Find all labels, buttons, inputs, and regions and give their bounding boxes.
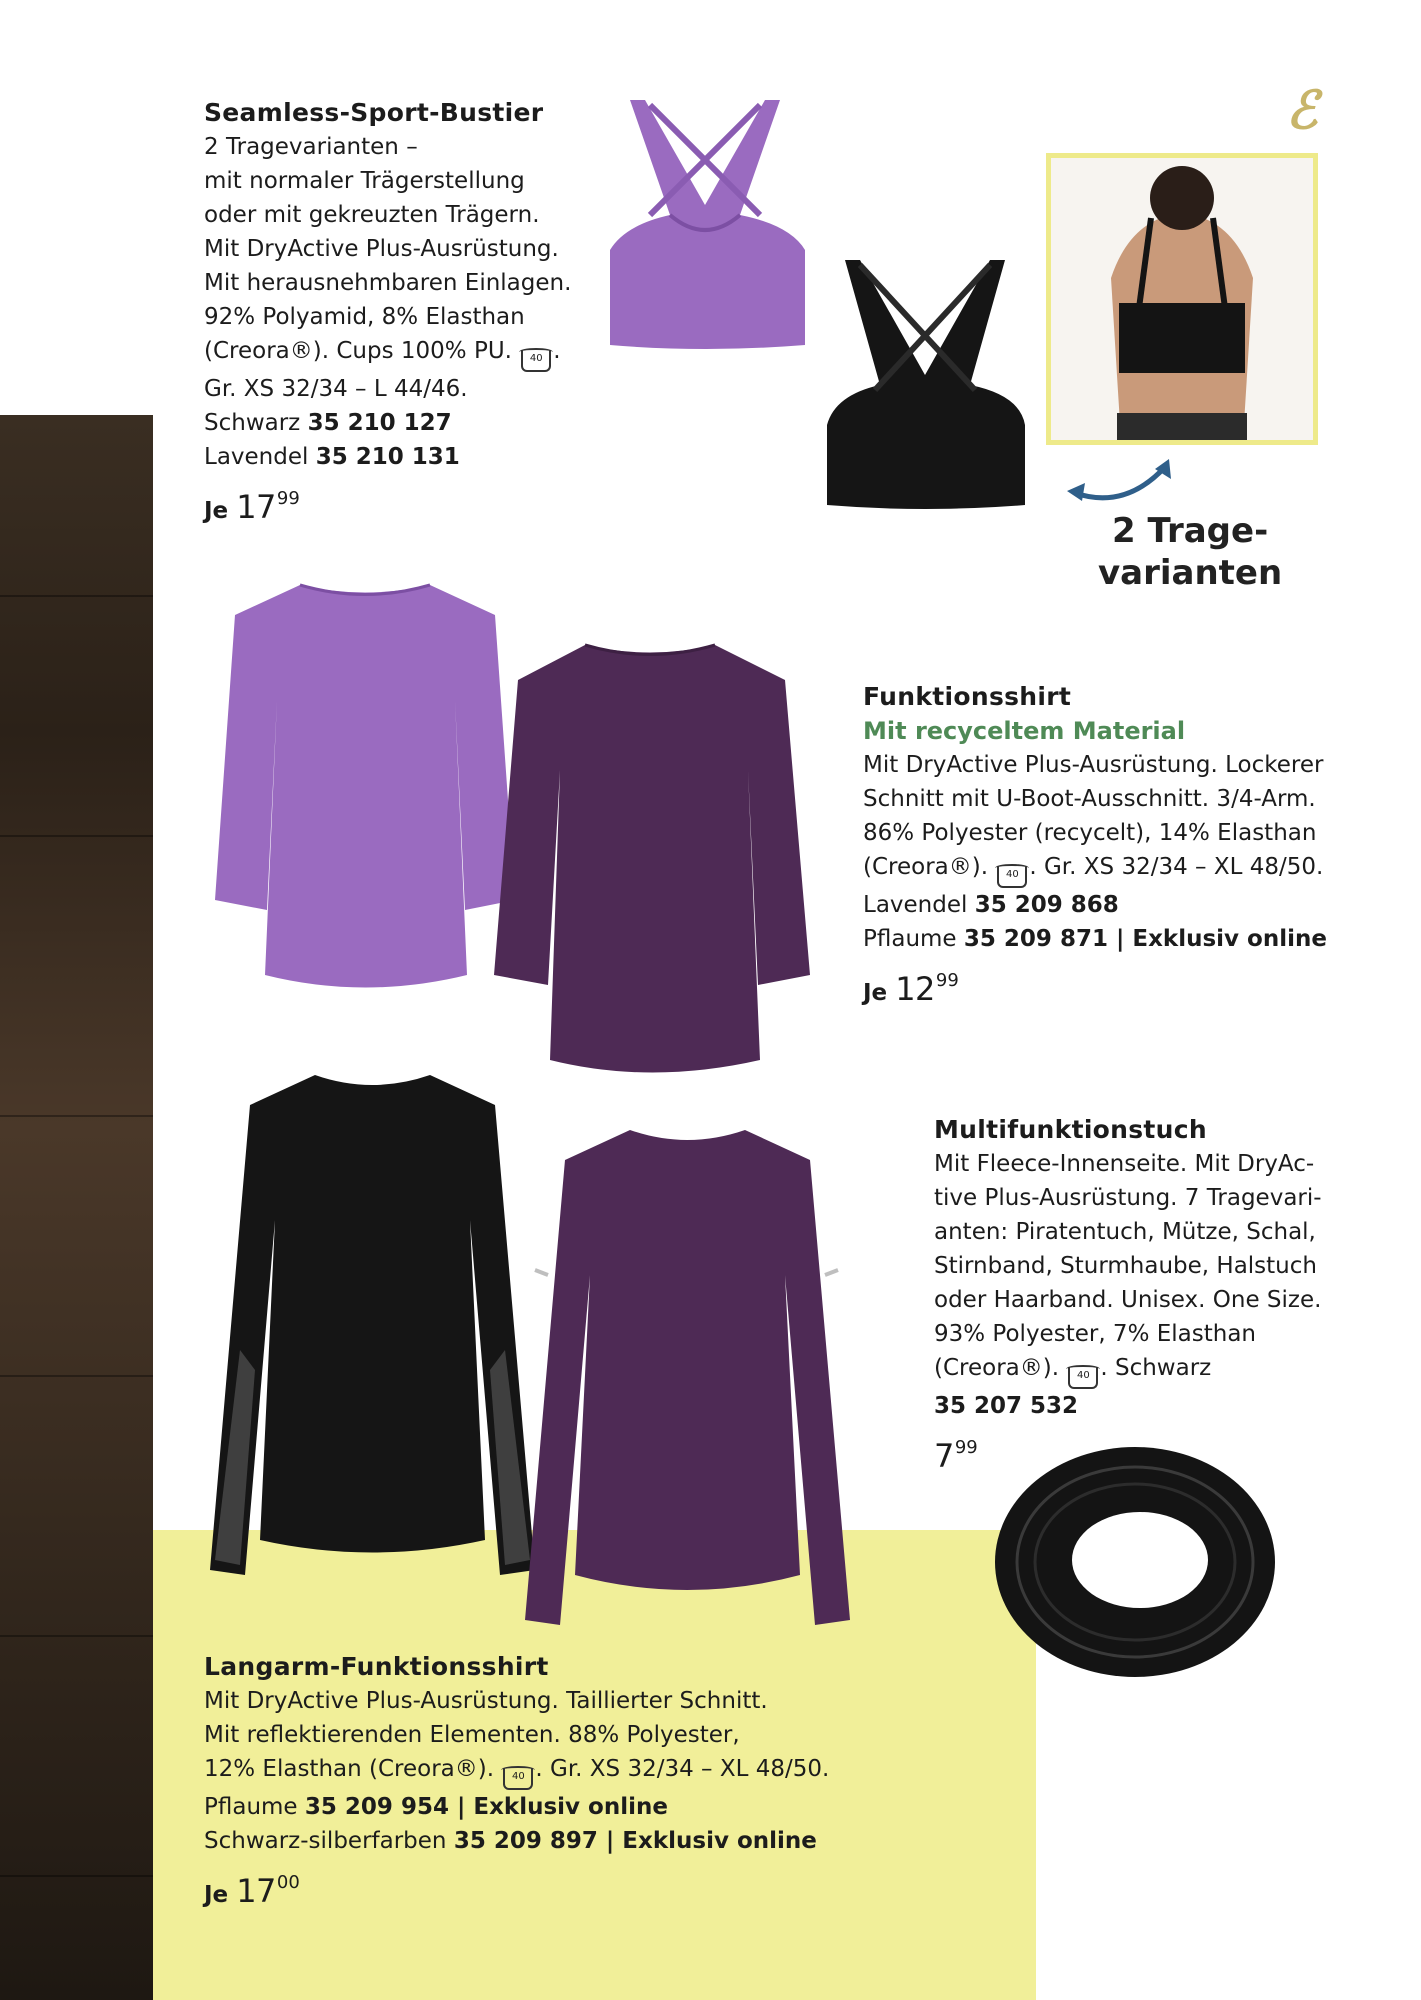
inset-back-view-photo: [1046, 153, 1318, 445]
tuch-line: 93% Polyester, 7% Elasthan: [934, 1321, 1256, 1347]
curved-double-arrow-icon: [1065, 455, 1175, 515]
tuch-line: tive Plus-Ausrüstung. 7 Tragevari-: [934, 1185, 1322, 1211]
tuch-care-line: (Creora®). 40 . Schwarz: [934, 1351, 1322, 1389]
langarm-plum-image: [520, 1125, 855, 1640]
langarm-title: Langarm-Funktionsshirt: [204, 1652, 549, 1681]
funktionsshirt-price: Je $12^{99}$: [863, 970, 959, 1008]
bustier-line: Mit DryActive Plus-Ausrüstung.: [204, 236, 559, 262]
background-photo-strip: [0, 415, 153, 2000]
bustier-line: 2 Tragevarianten –: [204, 134, 418, 160]
langarm-black-image: [205, 1070, 540, 1590]
two-variants-label: 2 Trage- varianten: [1098, 511, 1283, 593]
funktionsshirt-lavender-image: [205, 580, 525, 1000]
bustier-lavender-image: [590, 95, 820, 355]
tuch-line: oder Haarband. Unisex. One Size.: [934, 1287, 1322, 1313]
tuch-line: Mit Fleece-Innenseite. Mit DryAc-: [934, 1151, 1315, 1177]
tuch-black-image: [990, 1440, 1280, 1685]
tuch-line: anten: Piratentuch, Mütze, Schal,: [934, 1219, 1316, 1245]
wash-40-icon: 40: [997, 866, 1027, 888]
funktionsshirt-line: Schnitt mit U-Boot-Ausschnitt. 3/4-Arm.: [863, 786, 1316, 812]
langarm-variant: Pflaume 35 209 954 | Exklusiv online: [204, 1794, 668, 1820]
bustier-title: Seamless-Sport-Bustier: [204, 98, 544, 127]
bustier-variant: Schwarz 35 210 127: [204, 410, 452, 436]
funktionsshirt-variant: Pflaume 35 209 871 | Exklusiv online: [863, 926, 1327, 952]
funktionsshirt-description: [863, 680, 1327, 1010]
wash-40-icon: 40: [521, 350, 551, 372]
langarm-line: Mit reflektierenden Elementen. 88% Polyester,: [204, 1722, 740, 1748]
tuch-line: Stirnband, Sturmhaube, Halstuch: [934, 1253, 1317, 1279]
langarm-description: [204, 1650, 829, 1912]
langarm-variant: Schwarz-silberfarben 35 209 897 | Exklusiv online: [204, 1828, 817, 1854]
brand-logo-icon: ℰ: [1286, 80, 1318, 141]
bustier-line: 92% Polyamid, 8% Elasthan: [204, 304, 525, 330]
funktionsshirt-plum-image: [480, 640, 820, 1085]
wash-40-icon: 40: [1068, 1367, 1098, 1389]
bustier-black-image: [815, 255, 1040, 515]
bustier-description: [204, 96, 571, 528]
bustier-sizes: Gr. XS 32/34 – L 44/46.: [204, 376, 468, 402]
tuch-description: [934, 1113, 1322, 1477]
langarm-care-line: 12% Elasthan (Creora®). 40 . Gr. XS 32/34 – XL 48/50.: [204, 1752, 829, 1790]
funktionsshirt-subtitle: Mit recyceltem Material: [863, 717, 1186, 745]
funktionsshirt-care-line: (Creora®). 40 . Gr. XS 32/34 – XL 48/50.: [863, 850, 1327, 888]
langarm-price: Je $17^{00}$: [204, 1872, 300, 1910]
bustier-line: oder mit gekreuzten Trägern.: [204, 202, 540, 228]
wash-40-icon: 40: [503, 1768, 533, 1790]
funktionsshirt-variant: Lavendel 35 209 868: [863, 892, 1119, 918]
tuch-title: Multifunktionstuch: [934, 1115, 1208, 1144]
bustier-price: Je $17^{99}$: [204, 488, 300, 526]
bustier-care-line: (Creora®). Cups 100% PU. 40 .: [204, 334, 571, 372]
funktionsshirt-line: 86% Polyester (recycelt), 14% Elasthan: [863, 820, 1317, 846]
funktionsshirt-title: Funktionsshirt: [863, 682, 1072, 711]
bustier-line: mit normaler Trägerstellung: [204, 168, 525, 194]
langarm-line: Mit DryActive Plus-Ausrüstung. Taillierter Schnitt.: [204, 1688, 768, 1714]
funktionsshirt-line: Mit DryActive Plus-Ausrüstung. Lockerer: [863, 752, 1324, 778]
tuch-number: 35 207 532: [934, 1393, 1079, 1419]
bustier-line: Mit herausnehmbaren Einlagen.: [204, 270, 572, 296]
bustier-variant: Lavendel 35 210 131: [204, 444, 460, 470]
tuch-price: $7^{99}$: [934, 1437, 978, 1475]
